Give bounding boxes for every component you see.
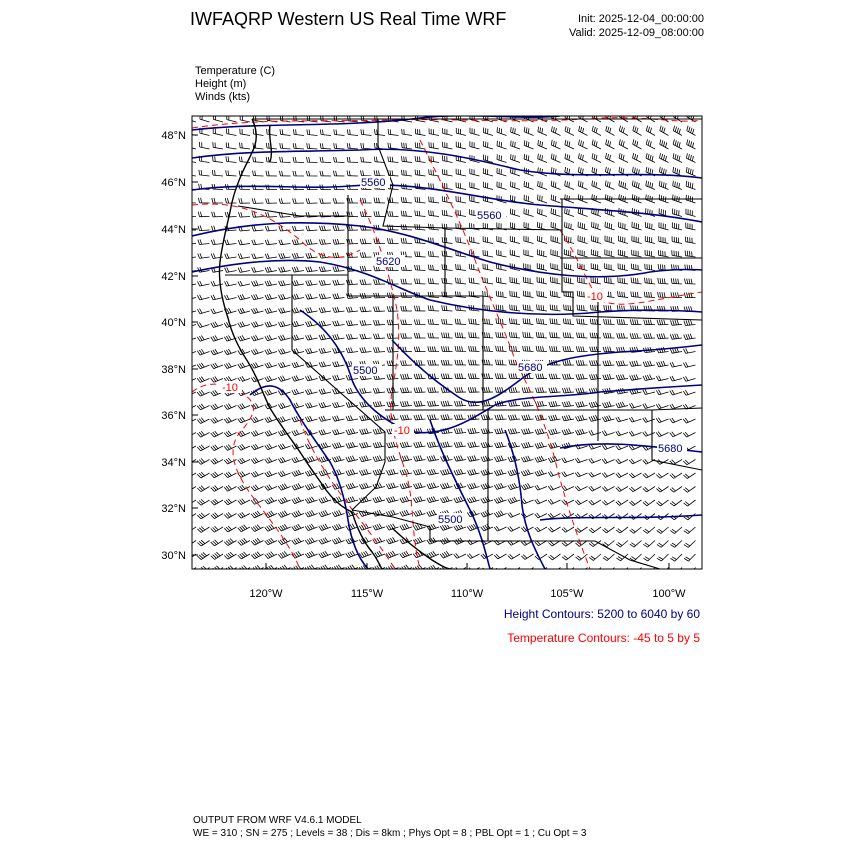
temp-label: -10 [222,382,238,394]
latitude-labels [161,130,186,562]
lat-label: 42°N [161,271,186,283]
temp-label: -10 [394,425,410,437]
lat-label: 32°N [161,503,186,515]
lat-label: 46°N [161,177,186,189]
field-label-height: Height (m) [195,78,247,90]
lon-label: 115°W [350,588,384,600]
lon-label: 100°W [652,588,686,600]
longitude-ticks [266,563,669,569]
lat-label: 48°N [161,130,186,142]
model-info-line2: WE = 310 ; SN = 275 ; Levels = 38 ; Dis = 8km ; Phys Opt = 8 ; PBL Opt = 1 ; Cu Opt = 3 [193,828,587,839]
lon-label: 110°W [450,588,484,600]
lon-label: 105°W [550,588,584,600]
field-label-winds: Winds (kts) [195,91,250,103]
height-label: 5560 [361,177,386,189]
height-contour-legend: Height Contours: 5200 to 6040 by 60 [503,607,700,621]
model-info-line1: OUTPUT FROM WRF V4.6.1 MODEL [193,815,362,826]
temp-label: -10 [587,291,603,303]
lat-label: 38°N [161,364,186,376]
height-label: 5500 [438,514,463,526]
lon-label: 120°W [249,588,283,600]
wind-barbs [184,112,696,575]
longitude-labels [249,588,686,600]
lat-label: 34°N [161,457,186,469]
height-label: 5680 [658,443,683,455]
height-label: 5560 [477,210,502,222]
init-time: Init: 2025-12-04_00:00:00 [578,13,704,25]
lat-label: 40°N [161,317,186,329]
valid-time: Valid: 2025-12-09_08:00:00 [569,27,704,39]
plot-title: IWFAQRP Western US Real Time WRF [190,9,507,29]
height-label: 5500 [353,365,378,377]
lat-label: 44°N [161,224,186,236]
latitude-ticks [192,135,198,555]
height-label: 5620 [376,256,401,268]
lat-label: 36°N [161,410,186,422]
wind-barb-field [184,112,696,575]
temperature-contour-legend: Temperature Contours: -45 to 5 by 5 [507,631,700,645]
lat-label: 30°N [161,550,186,562]
field-label-temperature: Temperature (C) [195,65,276,77]
height-label: 5680 [518,362,543,374]
